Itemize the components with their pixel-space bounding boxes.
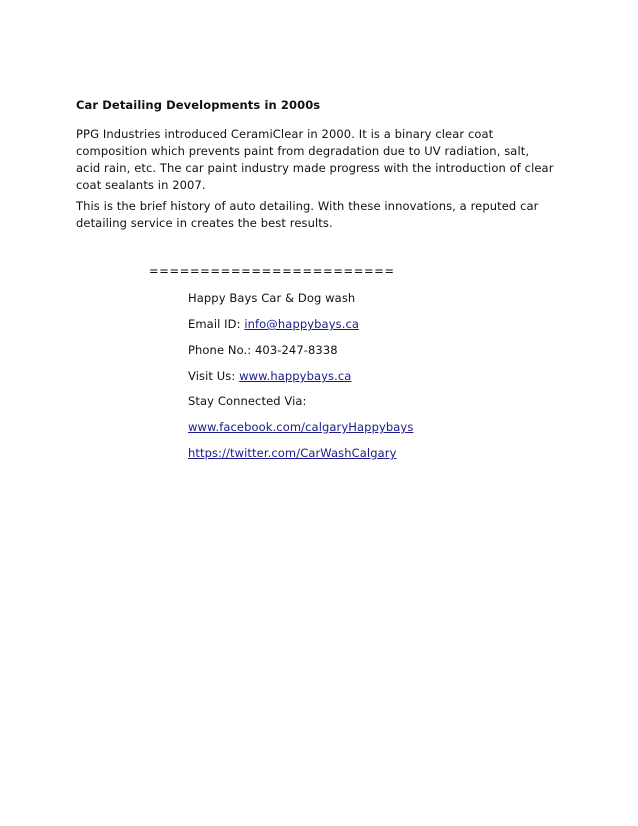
divider-line: ======================== [149,264,395,278]
facebook-line [188,420,413,434]
visit-label: Visit Us: [188,369,240,383]
website-link[interactable]: www.happybays.ca [239,369,352,383]
website-line [188,369,351,383]
phone-line: Phone No.: 403-247-8338 [188,343,338,357]
paragraph-ceramiclear: PPG Industries introduced CeramiClear in 2000. It is a binary clear coat composition which prevents paint from degradation due to UV radiation, salt, acid rain, etc. The car paint industry made progress with the introduction of clear coat sealants in 2007. [76,127,554,192]
email-label: Email ID: [188,317,245,331]
facebook-link[interactable]: www.facebook.com/calgaryHappybays [188,420,414,434]
email-link[interactable]: info@happybays.ca [244,317,360,331]
stay-connected-label: Stay Connected Via: [188,394,307,408]
business-name: Happy Bays Car & Dog wash [188,291,356,305]
email-line [188,317,359,331]
twitter-line [188,446,397,460]
twitter-link[interactable]: https://twitter.com/CarWashCalgary [188,446,397,460]
paragraph-history: This is the brief history of auto detailing. With these innovations, a reputed car detailing service in creates the best results. [76,199,539,230]
section-heading: Car Detailing Developments in 2000s [76,98,321,112]
